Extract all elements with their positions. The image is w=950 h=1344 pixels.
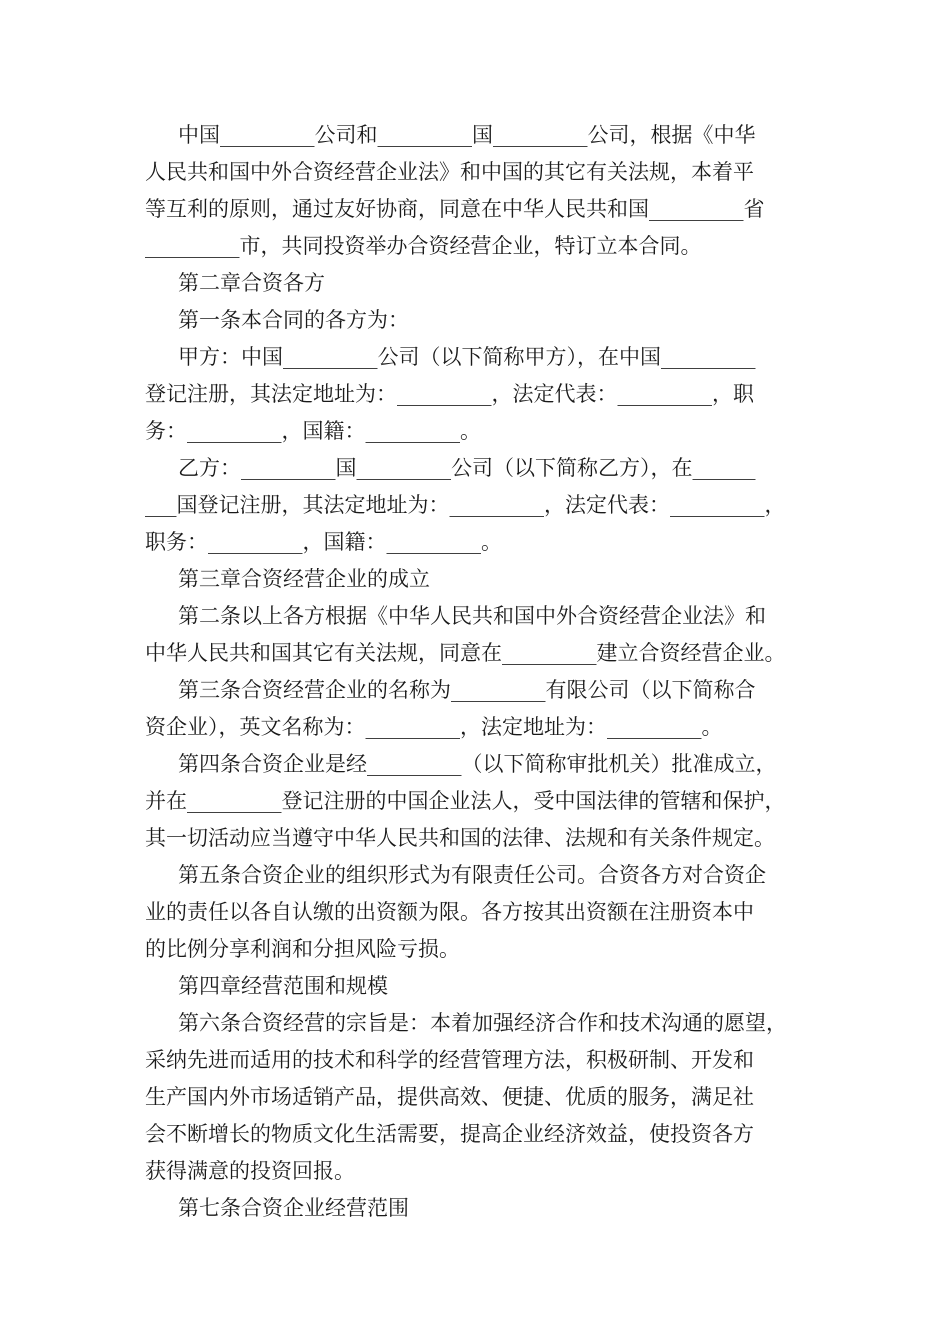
text-line: 务：_________，国籍：_________。 [145,419,481,443]
text-line: 生产国内外市场适销产品，提供高效、便捷、优质的服务，满足社 [145,1085,754,1109]
text-line: 第五条合资企业的组织形式为有限责任公司。合资各方对合资企 [178,863,766,887]
text-line: 人民共和国中外合资经营企业法》和中国的其它有关法规，本着平 [145,160,754,184]
text-line: _________市，共同投资举办合资经营企业，特订立本合同。 [145,234,702,258]
text-line: 采纳先进而适用的技术和科学的经营管理方法，积极研制、开发和 [145,1048,754,1072]
text-line: 资企业），英文名称为：_________，法定地址为：_________。 [145,715,723,739]
text-line: 业的责任以各自认缴的出资额为限。各方按其出资额在注册资本中 [145,900,754,924]
text-line: 登记注册，其法定地址为：_________，法定代表：_________，职 [145,382,754,406]
text-line: 第四条合资企业是经_________（以下简称审批机关）批准成立， [178,752,777,776]
text-line: 获得满意的投资回报。 [145,1159,355,1183]
text-line: 甲方：中国_________公司（以下简称甲方），在中国_________ [178,345,756,369]
text-line: 乙方：_________国_________公司（以下简称乙方），在______ [178,456,756,480]
chapter-heading: 第四章经营范围和规模 [178,974,388,998]
text-line: 会不断增长的物质文化生活需要，提高企业经济效益，使投资各方 [145,1122,754,1146]
chapter-heading: 第三章合资经营企业的成立 [178,567,430,591]
text-line: 职务：_________，国籍：_________。 [145,530,502,554]
text-line: 中国_________公司和_________国_________公司，根据《中华 [178,123,756,147]
text-line: 的比例分享利润和分担风险亏损。 [145,937,460,961]
text-line: 并在_________登记注册的中国企业法人，受中国法律的管辖和保护， [145,789,786,813]
text-line: 第六条合资经营的宗旨是：本着加强经济合作和技术沟通的愿望， [178,1011,787,1035]
text-line: ___国登记注册，其法定地址为：_________，法定代表：_________， [145,493,786,517]
chapter-heading: 第二章合资各方 [178,271,325,295]
text-line: 第一条本合同的各方为： [178,308,409,332]
text-line: 第二条以上各方根据《中华人民共和国中外合资经营企业法》和 [178,604,766,628]
text-line: 第七条合资企业经营范围 [178,1196,409,1220]
text-line: 其一切活动应当遵守中华人民共和国的法律、法规和有关条件规定。 [145,826,775,850]
text-line: 第三条合资经营企业的名称为_________有限公司（以下简称合 [178,678,756,702]
text-line: 等互利的原则，通过友好协商，同意在中华人民共和国_________省 [145,197,765,221]
text-line: 中华人民共和国其它有关法规，同意在_________建立合资经营企业。 [145,641,786,665]
